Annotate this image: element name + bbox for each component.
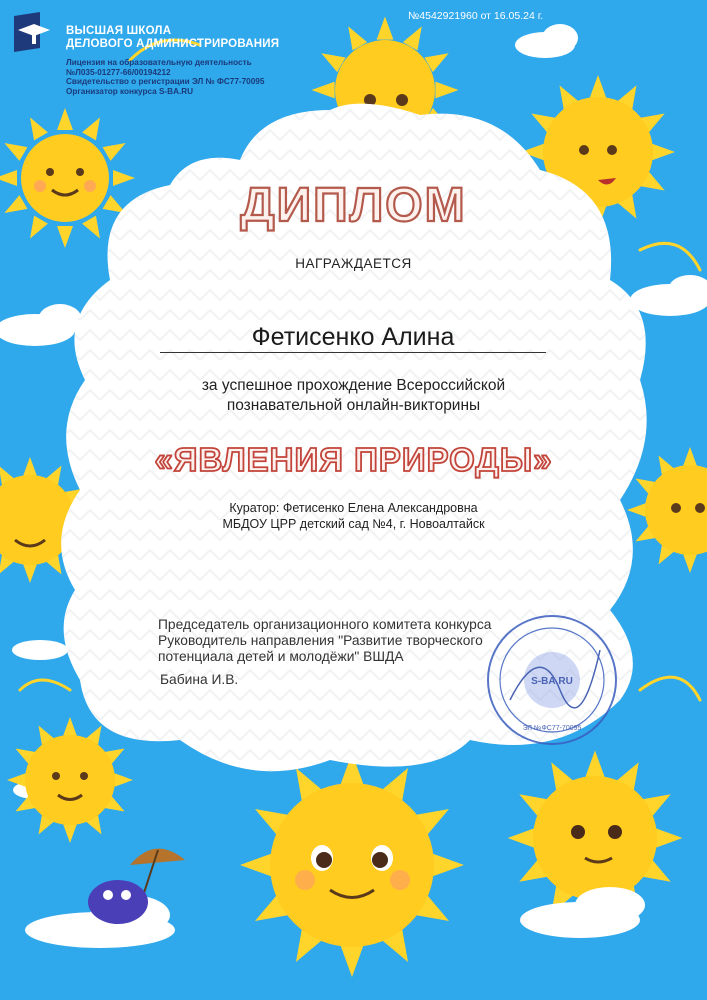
sun-bottom-center-icon <box>240 753 464 977</box>
sun-bottom-left-icon <box>7 717 133 843</box>
signatory-title <box>158 617 491 665</box>
license-number: №Л035-01277-66/00194212 <box>66 67 171 77</box>
diploma-title: ДИПЛОМ <box>240 179 467 232</box>
quiz-title: «ЯВЛЕНИЯ ПРИРОДЫ» <box>154 441 553 478</box>
registration-line: Свидетельство о регистрации ЭЛ № ФС77-70095 <box>66 77 265 87</box>
curator-line-1: Куратор: Фетисенко Елена Александровна <box>229 501 478 515</box>
recipient-underline <box>160 352 546 353</box>
svg-text:ЭЛ №ФС77-70095: ЭЛ №ФС77-70095 <box>522 725 582 732</box>
license-line: Лицензия на образовательную деятельность <box>66 58 252 67</box>
awarded-label: НАГРАЖДАЕТСЯ <box>295 256 412 271</box>
signatory-line-1: Председатель организационного комитета конкурса <box>158 617 492 632</box>
creature-with-umbrella-icon <box>88 849 185 924</box>
organization-license <box>66 58 264 96</box>
reason-line-2: познавательной онлайн-викторины <box>226 397 481 414</box>
curator-info <box>0 500 707 532</box>
reason-line-1: за успешное прохождение Всероссийской <box>201 377 506 394</box>
award-reason <box>0 376 707 416</box>
organization-name <box>66 25 279 51</box>
curator-line-2: МБДОУ ЦРР детский сад №4, г. Новоалтайск <box>222 517 485 531</box>
registration-number: №4542921960 от 16.05.24 г. <box>408 10 544 22</box>
org-line-2: ДЕЛОВОГО АДМИНИСТРИРОВАНИЯ <box>66 38 280 50</box>
organizer-line: Организатор конкурса S-BA.RU <box>66 86 194 96</box>
svg-text:S-BA.RU: S-BA.RU <box>531 676 573 687</box>
org-line-1: ВЫСШАЯ ШКОЛА <box>66 25 172 37</box>
logo-icon <box>14 12 50 52</box>
signatory-name: Бабина И.В. <box>160 672 239 687</box>
signatory-line-2: Руководитель направления "Развитие творческого <box>158 633 483 648</box>
recipient-name: Фетисенко Алина <box>251 323 455 351</box>
signatory-line-3: потенциала детей и молодёжи" ВШДА <box>158 649 404 664</box>
